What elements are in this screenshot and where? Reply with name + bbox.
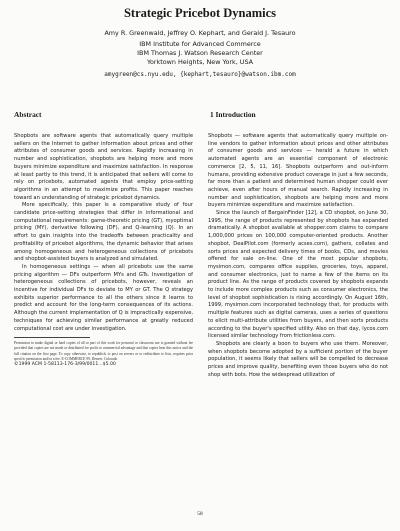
introduction-heading: 1 Introduction <box>210 110 256 119</box>
left-column <box>14 110 193 368</box>
paper-title: Strategic Pricebot Dynamics <box>123 6 277 20</box>
institution-block <box>0 40 400 67</box>
right-column <box>208 110 388 380</box>
author-emails: amygreen@cs.nyu.edu, {kephart,tesauro}@watson.ibm.com <box>104 71 296 78</box>
copyright-line: ©1999 ACM 1-58113-176-3/99/0011...$5.00 <box>14 362 116 368</box>
abstract-heading: Abstract <box>14 110 42 119</box>
intro-paragraph: Since the launch of BargainFinder [12], a CD shopbot, on June 30, 1995, the range of products represented by shopbots has expanded dramatically. A shopbot available at shopper.com claims to compare 1,000,000 prices on 100,000 computer-oriented products. Another shopbot, DealPilot.com (formerly acses.com), gathers, collates and sorts prices and expected delivery times of books, CDs, and movies offered for sale on-line. One of the most popular shopbots, mysimon.com, compares office supplies, groceries, toys, apparel, and consumer electronics, just to name a few of the items on its product line. As the range of products covered by shopbots expands to include more complex products such as consumer electronics, the level of shopbot sophistication is rising accordingly. On August 16th, 1999, mysimon.com incorporated technology that, for products with multiple features such as digital cameras, uses a series of questions to elicit multi-attribute utilities from buyers, and then sorts products according to the buyer's specified utility. Also on that day, lycos.com licensed similar technology from frictionless.com. <box>208 210 388 340</box>
permission-footnote: Permission to make digital or hard copies of all or part of this work for personal or classroom use is granted without fee provided that copies are not made or distributed for profit or commercial advantage and that copies bear this notice and the full citation on the first page. To copy otherwise, to republish, to post on servers or to redistribute to lists, requires prior specific permission and/or a fee. E-COMMERCE 99, Denver, Colorado <box>14 341 193 361</box>
footnote-rule <box>14 337 90 338</box>
intro-paragraph: Shopbots are clearly a boon to buyers who use them. Moreover, when shopbots become adopted by a sufficient portion of the buyer population, it seems likely that sellers will be compelled to decrease prices and improve quality, benefiting even those buyers who do not shop with bots. How the widespread utilization of <box>208 340 388 378</box>
institution-line: IBM Institute for Advanced Commerce <box>139 40 261 48</box>
institution-line: IBM Thomas J. Watson Research Center <box>137 49 263 57</box>
page-number: 58 <box>197 511 203 517</box>
abstract-paragraph: Shopbots are software agents that automatically query multiple sellers on the Internet to gather information about prices and other attributes of consumer goods and services. Rapidly increasing in number and sophistication, shopbots are helping more and more buyers minimize expenditure and maximize satisfaction. In response at least partly to this trend, it is anticipated that sellers will come to rely on pricebots, automated agents that employ price-setting algorithms in an attempt to maximize profits. This paper reaches toward an understanding of strategic pricebot dynamics. <box>14 133 193 201</box>
institution-line: Yorktown Heights, New York, USA <box>146 58 254 66</box>
abstract-paragraph: More specifically, this paper is a comparative study of four candidate price-setting strategies that differ in informational and computational requirements: game-theoretic pricing (GT), myoptimal pricing (MY), derivative following (DF), and Q-learning (Q). In an effort to gain insights into the tradeoffs between practicality and profitability of pricebot algorithms, the dynamic behavior that arises among homogeneous and heterogeneous collections of pricebots and shopbot-assisted buyers is analyzed and simulated. <box>14 202 193 263</box>
author-list: Amy R. Greenwald, Jeffrey O. Kephart, and Gerald J. Tesauro <box>104 29 296 37</box>
intro-paragraph: Shopbots — software agents that automatically query multiple on-line vendors to gather information about prices and other attributes of consumer goods and services — herald a future in which automated agents are an essential component of electronic commerce [2, 5, 11, 16]. Shopbots outperform and out-inform humans, providing extensive product coverage in just a few seconds, far more than a patient and determined human shopper could ever achieve, even after hours of manual search. Rapidly increasing in number and sophistication, shopbots are helping more and more buyers minimize expenditure and maximize satisfaction. <box>208 133 388 209</box>
abstract-paragraph: In homogeneous settings — when all pricebots use the same pricing algorithm — DFs outperform MYs and GTs. Investigation of heterogeneous collections of pricebots, however, reveals an incentive for individual DFs to deviate to MY or GT. The Q strategy exhibits superior performance to all the others since it learns to predict and account for the long-term consequences of its actions. Although the current implementation of Q is impractically expensive, techniques for achieving similar performance at greatly reduced computational cost are under investigation. <box>14 263 193 332</box>
